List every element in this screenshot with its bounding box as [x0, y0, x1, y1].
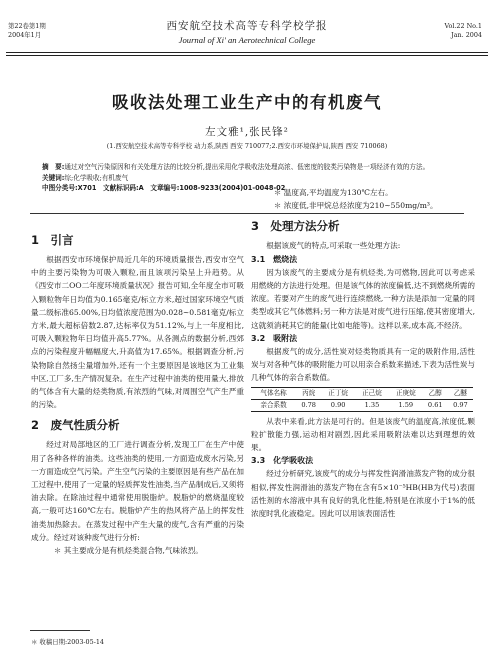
bullet-item: ＊ 浓度低,非甲烷总烃浓度为210~550mg/m³。: [273, 201, 438, 211]
date-label-en: Jan. 2004: [451, 31, 482, 39]
header-rule-thin: [6, 55, 488, 56]
journal-title-block: [0, 18, 494, 45]
section-heading-methods: 3 处理方法分析: [251, 219, 340, 234]
author-affiliation: (1.西安航空技术高等专科学校 动力系,陕西 西安 710077;2.西安市环境保护局,陕西 西安 710068): [106, 142, 388, 150]
keywords-text: 综;化学吸收;有机废气: [64, 173, 129, 182]
table-header-cell: 正己烷: [355, 387, 389, 399]
header-rule-thick: [6, 52, 488, 53]
table-row: [251, 399, 473, 411]
date-label: 2004年1月: [8, 31, 42, 39]
subsection-heading-adsorption: 3.2 吸附法: [251, 333, 298, 343]
volume-label: 第22卷第1期: [8, 22, 46, 30]
section-heading-intro: 1 引言: [31, 233, 74, 247]
table-cell: 0.97: [448, 399, 473, 411]
table-cell: 0.90: [321, 399, 355, 411]
bullet-item: ＊ 温度高,平均温度为130℃左右。: [273, 188, 393, 197]
table-header-cell: 乙醇: [423, 387, 448, 399]
subsection-heading-combustion: 3.1 燃烧法: [251, 254, 298, 264]
table-header-cell: 正丁烷: [321, 387, 355, 399]
footnote-rule: [30, 630, 90, 631]
footnote: ＊ 收稿日期:2003-05-14: [31, 638, 104, 646]
article-title: 吸收法处理工业生产中的有机废气: [112, 93, 382, 112]
table-header-row: [251, 387, 473, 399]
keywords: [42, 173, 467, 184]
paragraph: 根据废气的成分,活性炭对烃类物质具有一定的吸附作用,活性炭与对各种气体的吸附能力可以用亲合系数来描述,下表为活性炭与几种气体的亲合系数值。: [251, 347, 475, 383]
journal-name-en: Journal of Xi' an Aerotechnical College: [178, 35, 316, 45]
table-cell: 0.78: [296, 399, 321, 411]
journal-name-zh: 西安航空技术高等专科学校学报: [166, 20, 328, 32]
abstract: [42, 162, 467, 173]
article-authors: 左文雅¹,张民锋²: [205, 126, 289, 138]
section-heading-analysis: 2 废气性质分析: [31, 418, 120, 433]
abstract-label: 摘 要:: [42, 163, 65, 171]
paragraph: 根据该废气的特点,可采取一些处理方法:: [266, 241, 401, 251]
table-cell: 0.61: [423, 399, 448, 411]
keywords-label: 关键词:: [42, 173, 65, 182]
table-cell: 亲合系数: [251, 399, 296, 411]
journal-header: [0, 0, 494, 56]
issue-info-en: [444, 22, 482, 40]
subsection-heading-chemical: 3.3 化学吸收法: [251, 456, 314, 466]
bullet-item: ＊ 其主要成分是有机烃类混合物,气味浓烈。: [53, 546, 203, 556]
paragraph: 经过分析研究,该废气的成分与挥发性润滑油蒸发产物的成分很相似,挥发性润滑油的蒸发产物在含有5×10⁻⁵HB(HB为代号)表面活性剂的水溶液中具有良好的乳化性能,特别是在浓度小于1%的低浓度时乳化液稳定。因此可以用该表面活性: [251, 469, 475, 519]
table-cell: 1.35: [355, 399, 389, 411]
table-cell: 1.59: [389, 399, 423, 411]
paragraph: 从表中来看,此方法是可行的。但是该废气的温度高,浓度低,颗粒扩散能力强,运动相对剧烈,因此采用吸附法难以达到理想的效果。: [251, 416, 475, 453]
paragraph: 根据西安市环境保护局近几年的环境质量报告,西安市空气中的主要污染物为可吸入颗粒,而且该项污染呈上升趋势。从《西安市二OO二年度环境质量状况》报告可知,全年度全市可吸入颗粒物年日均值为0.165毫克/标立方米,超过国家环境空气质量二级标准65.00%,日均值浓度范围为0.028~0.581毫克/标立方米,最大超标倍数2.87,达标率仅为51.12%,与上一年度相比,可吸入颗粒物年日均值升高5.77%。从各测点的数据分析,西郊点的污染程度升幅幅度大,升高值为17.65%。根据调查分析,污染物除自然扬尘量增加外,还有一个主要原因是该地区为工业集中区,工厂多,生产情况复杂。在生产过程中油类的使用量大,排放的气体含有大量的烃类物质,有浓烈的气味,对周围空气产生严重的污染。: [31, 255, 244, 410]
table-header-cell: 丙烷: [296, 387, 321, 399]
right-column: [251, 186, 475, 520]
table-header-cell: 气体名称: [251, 387, 296, 399]
table-header-cell: 乙醚: [448, 387, 473, 399]
table-header-cell: 正庚烷: [389, 387, 423, 399]
affinity-table: [251, 387, 473, 412]
paragraph: 因为该废气的主要成分是有机烃类,为可燃物,因此可以考虑采用燃烧的方法进行处理。但是该气体的浓度偏低,达不到燃烧所需的浓度。若要对产生的废气进行连续燃烧,一种方法是添加一定量的同类型或其它气体燃料;另一种方法是对废气进行压缩,使其密度增大,这就须消耗其它的能量(比如电能等)。这样以来,成本高,不经济。: [251, 267, 475, 330]
volume-label-en: Vol.22 No.1: [444, 22, 482, 30]
classification-text: 中图分类号:X701 文献标识码:A 文章编号:1008-9233(2004)01-0048-02: [42, 184, 286, 192]
left-column: [31, 226, 244, 557]
paragraph: 经过对局部地区的工厂进行调查分析,发现工厂在生产中使用了各种各样的油类。这些油类的使用,一方面造成废水污染,另一方面造成空气污染。产生空气污染的主要原因是有些产品在加工过程中,使用了一定量的轻质挥发性油类,当产品制成后,又须将油去除。在除油过程中通常使用脱脂炉。脱脂炉的燃烧温度较高,一般可达160℃左右。脱脂炉产生的热风将产品上的挥发性油类加热除去。在蒸发过程中产生大量的废气,含有严重的污染成分。经过对该种废气进行分析:: [31, 440, 244, 542]
abstract-text: 通过对空气污染原因和有关处理方法的比较分析,提出采用化学吸收法处理高浓、低密度的胶类污染物是一项经济有效的方法。: [64, 163, 430, 171]
